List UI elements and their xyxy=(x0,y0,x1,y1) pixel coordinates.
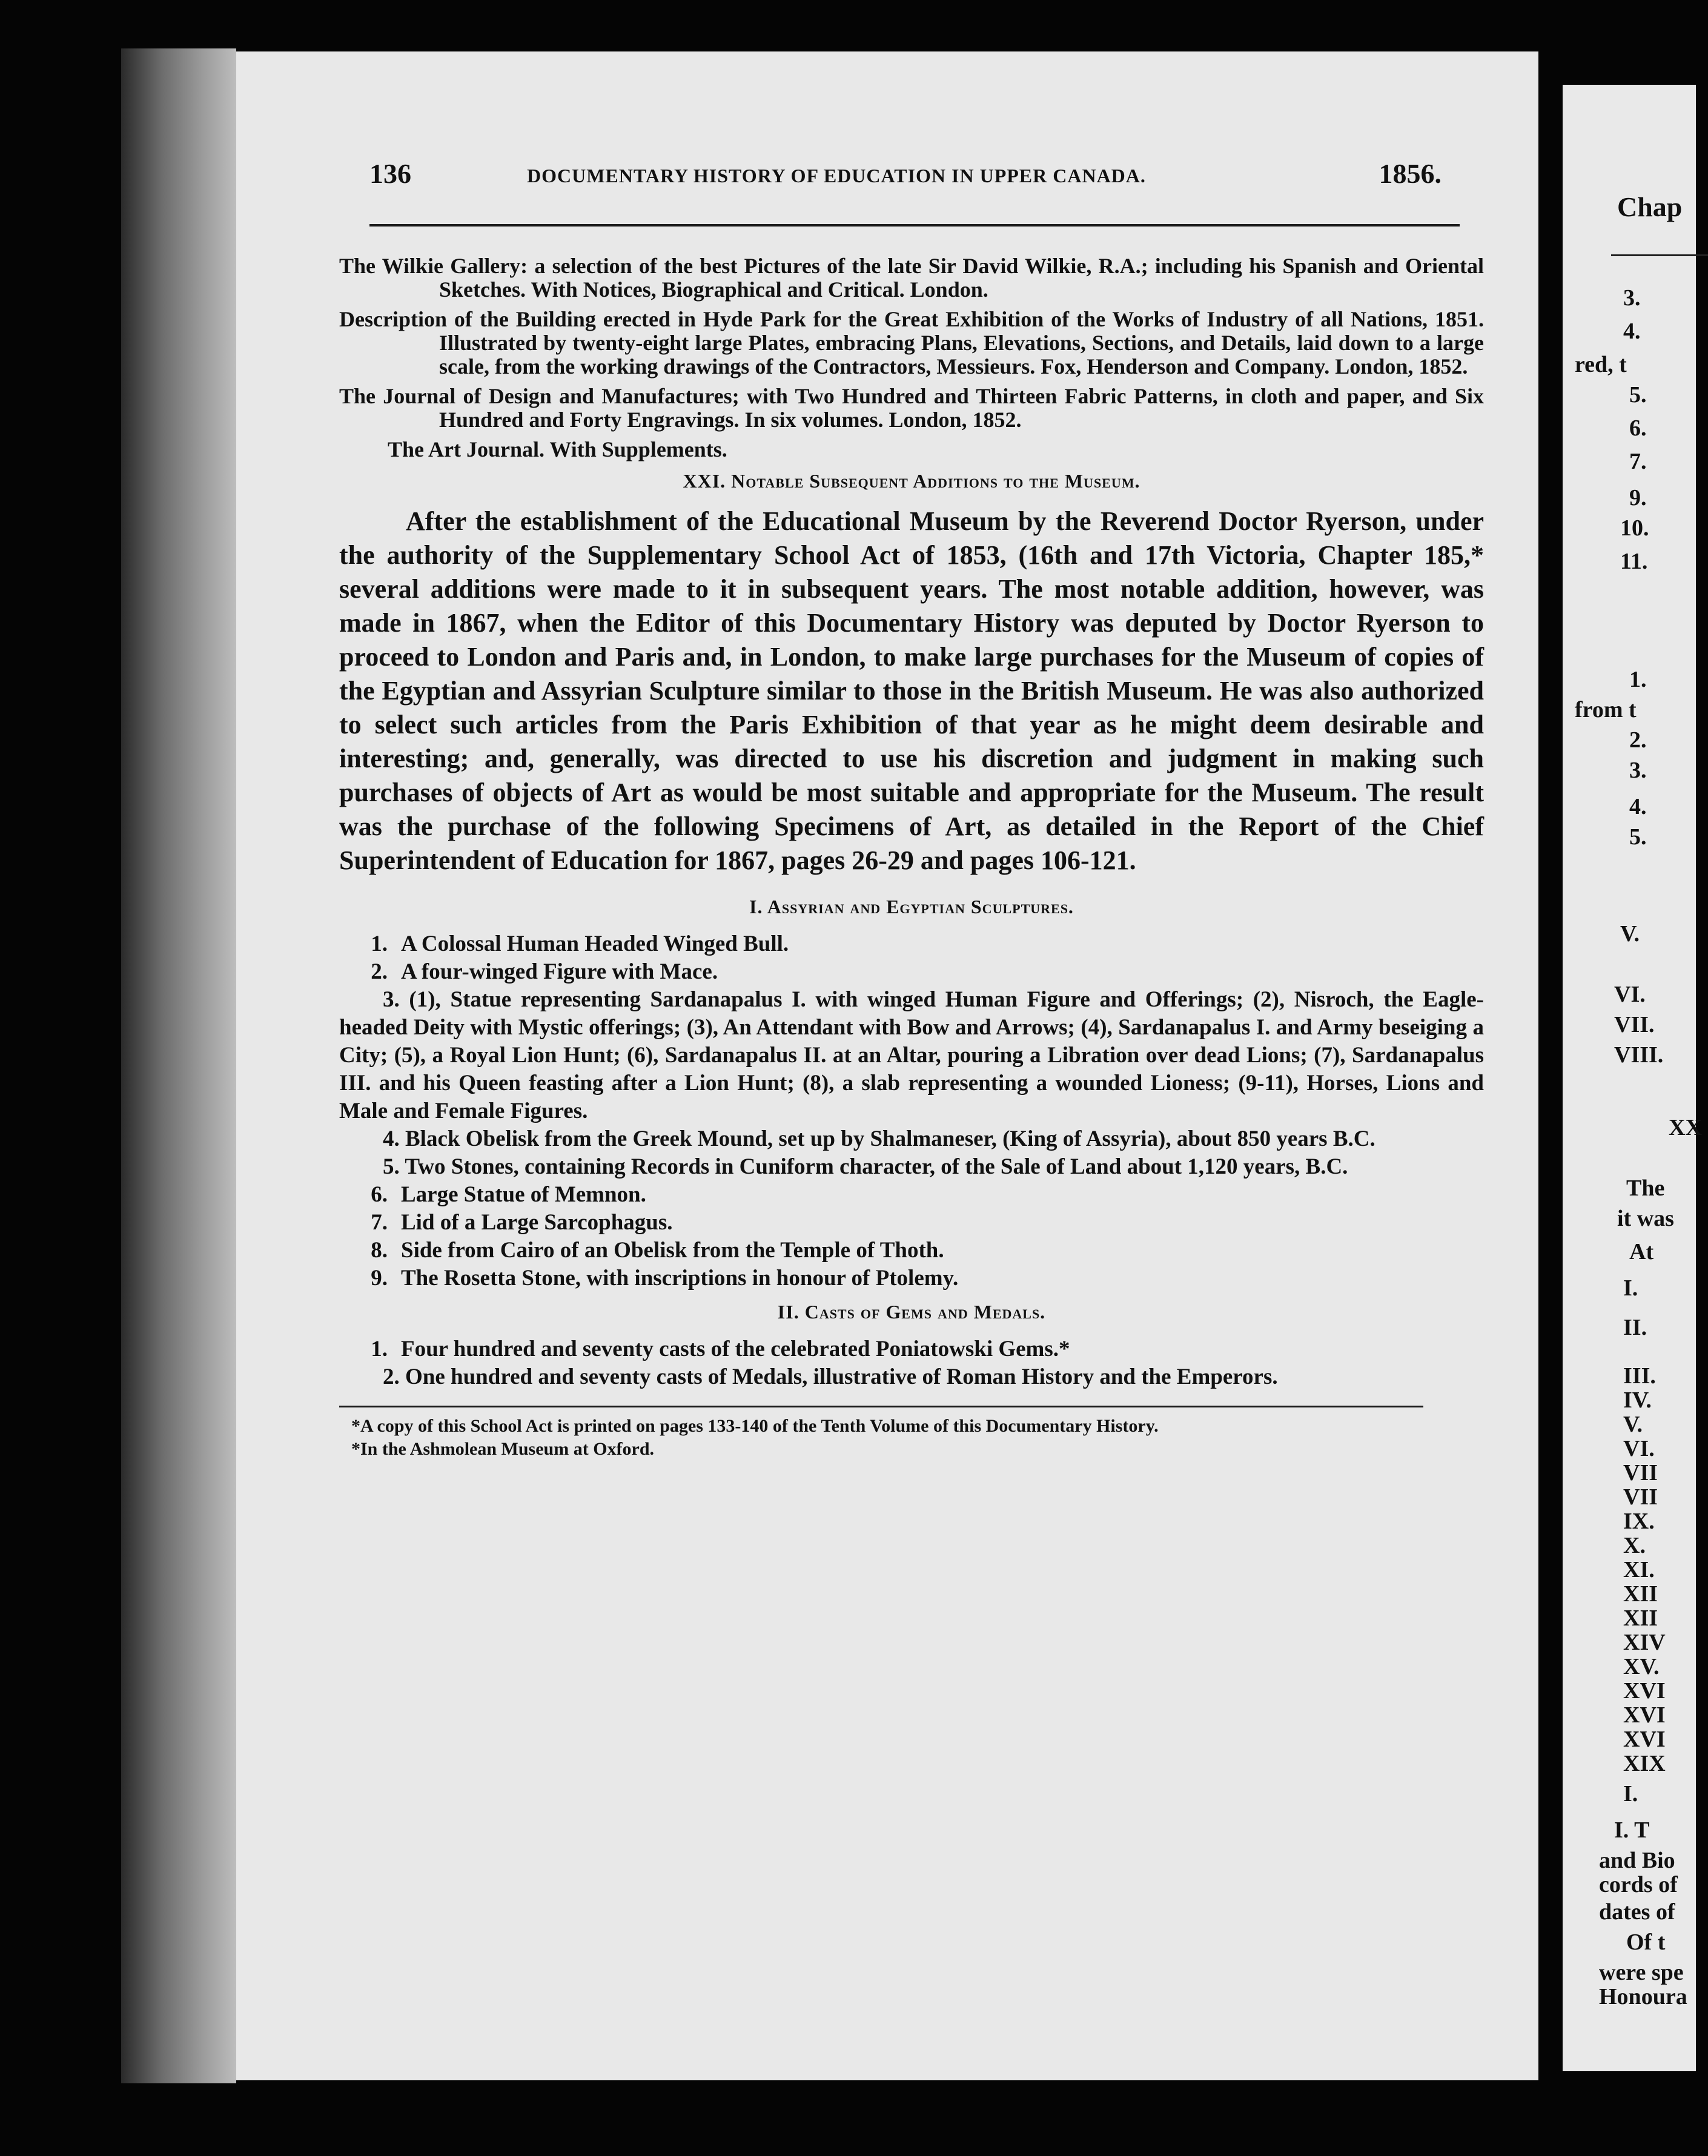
right-page-fragment: Of t xyxy=(1626,1929,1666,1955)
right-page-fragment: XX xyxy=(1669,1115,1702,1140)
right-page-fragment: XIX xyxy=(1623,1751,1666,1776)
list-item: 6. Large Statue of Memnon. xyxy=(371,1182,646,1207)
right-page-header-rule xyxy=(1611,254,1708,256)
running-title: DOCUMENTARY HISTORY OF EDUCATION IN UPPER CANADA. xyxy=(527,165,1146,187)
footnote: *In the Ashmolean Museum at Oxford. xyxy=(351,1439,655,1459)
list-item: 2. One hundred and seventy casts of Medals, illustrative of Roman History and the Emperors. xyxy=(383,1364,1278,1389)
section-heading-xxi: XXI. Notable Subsequent Additions to the Museum. xyxy=(683,470,1140,492)
right-page-fragment: 5. xyxy=(1629,824,1647,850)
bib-entry: Description of the Building erected in Hyde Park for the Great Exhibition of the Works of Industry of all Nations, 1851. Illustrated by twenty-eight large Plates, embracing Plans, Elevations, Sections, and Details, laid down to a large scale, from the working drawings of the Contractors, Messieurs. Fox, Henderson and Company. London, 1852. xyxy=(339,307,1484,379)
section-heading-i: I. Assyrian and Egyptian Sculptures. xyxy=(749,896,1074,918)
bib-entry: The Art Journal. With Supplements. xyxy=(388,437,727,461)
right-page-fragment: XVI xyxy=(1623,1702,1666,1728)
list-item: 7. Lid of a Large Sarcophagus. xyxy=(371,1210,673,1235)
right-page-fragment: 7. xyxy=(1629,449,1647,474)
right-page-fragment: from t xyxy=(1575,697,1637,723)
right-page-fragment: 5. xyxy=(1629,382,1647,408)
right-page-fragment: 1. xyxy=(1629,667,1647,692)
right-page-fragment: VII xyxy=(1623,1460,1658,1486)
right-page-fragment: cords of xyxy=(1599,1872,1678,1897)
header-year: 1856. xyxy=(1379,158,1442,189)
right-page-fragment: VII xyxy=(1623,1484,1658,1510)
right-page-fragment: III. xyxy=(1623,1363,1656,1389)
list-item: 3. (1), Statue representing Sardanapalus I. with winged Human Figure and Offerings; (2), Nisroch, the Eagle-headed Deity with Mystic offerings; (3), An Attendant with Bow and Arrows; (4), Sardanapalus I. and Army beseiging a City; (5), a Royal Lion Hunt; (6), Sardanapalus II. at an Altar, pouring a Libration over dead Lions; (7), Sardanapalus III. and his Queen feasting after a Lion Hunt; (8), a slab representing a wounded Lioness; (9-11), Horses, Lions and Male and Female Figures. xyxy=(339,987,1484,1123)
right-page-fragment: 4. xyxy=(1629,794,1647,819)
right-page-fragment: it was xyxy=(1617,1206,1674,1231)
right-page-fragment: XVI xyxy=(1623,1727,1666,1752)
list-item: 5. Two Stones, containing Records in Cuniform character, of the Sale of Land about 1,120 years, B.C. xyxy=(383,1154,1348,1179)
right-page-fragment: I. T xyxy=(1614,1817,1650,1843)
book-spine-shadow xyxy=(121,48,236,2083)
right-page-fragment: XI. xyxy=(1623,1557,1655,1582)
right-page-fragment: 3. xyxy=(1629,758,1647,783)
right-page-fragment: I. xyxy=(1623,1781,1638,1807)
right-page-fragment: were spe xyxy=(1599,1960,1684,1985)
right-page-fragment: V. xyxy=(1623,1412,1643,1437)
right-page-fragment: 6. xyxy=(1629,415,1647,441)
right-page-fragment: 9. xyxy=(1629,485,1647,511)
bib-entry: The Journal of Design and Manufactures; with Two Hundred and Thirteen Fabric Patterns, in cloth and paper, and Six Hundred and Forty Engravings. In six volumes. London, 1852. xyxy=(339,384,1484,432)
list-item: 8. Side from Cairo of an Obelisk from the Temple of Thoth. xyxy=(371,1238,944,1263)
page-content xyxy=(339,254,1484,1462)
footnote: *A copy of this School Act is printed on pages 133-140 of the Tenth Volume of this Documentary History. xyxy=(351,1416,1159,1436)
right-page-fragment: 2. xyxy=(1629,727,1647,753)
list-item: 1. Four hundred and seventy casts of the celebrated Poniatowski Gems.* xyxy=(371,1337,1070,1361)
right-page-fragment: 11. xyxy=(1620,549,1648,574)
body-paragraph: After the establishment of the Educational Museum by the Reverend Doctor Ryerson, under the authority of the Supplementary School Act of 1853, (16th and 17th Victoria, Chapter 185,* several additions were made to it in subsequent years. The most notable addition, however, was made in 1867, when the Editor of this Documentary History was deputed by Doctor Ryerson to proceed to London and Paris and, in London, to make large purchases for the Museum of copies of the Egyptian and Assyrian Sculpture similar to those in the British Museum. He was also authorized to select such articles from the Paris Exhibition of that year as he might deem desirable and interesting; and, generally, was directed to use his discretion and judgment in making such purchases of objects of Art as would be most suitable and appropriate for the Museum. The result was the purchase of the following Specimens of Art, as detailed in the Report of the Chief Superintendent of Education for 1867, pages 26-29 and pages 106-121. xyxy=(339,506,1484,875)
right-page-fragment: XVI xyxy=(1623,1678,1666,1704)
right-page-edge xyxy=(1563,85,1702,2071)
right-page-fragment: IV. xyxy=(1623,1387,1652,1413)
right-page-fragment: VI. xyxy=(1614,982,1646,1007)
right-page-fragment: VI. xyxy=(1623,1436,1655,1461)
right-page-fragment: II. xyxy=(1623,1315,1647,1340)
right-page-fragment: XII xyxy=(1623,1605,1658,1631)
list-item: 1. A Colossal Human Headed Winged Bull. xyxy=(371,931,789,956)
right-page-fragment: At xyxy=(1629,1239,1654,1265)
list-item: 4. Black Obelisk from the Greek Mound, set up by Shalmaneser, (King of Assyria), about 850 years B.C. xyxy=(383,1126,1375,1151)
right-page-fragment: The xyxy=(1626,1176,1665,1201)
right-page-fragment: red, t xyxy=(1575,352,1627,377)
right-page-fragment: 3. xyxy=(1623,285,1641,311)
casts-list xyxy=(339,1335,1484,1391)
running-header xyxy=(369,157,1442,200)
footnote-rule xyxy=(339,1406,1423,1407)
right-page-fragment: and Bio xyxy=(1599,1848,1675,1873)
right-page-fragment: Honoura xyxy=(1599,1984,1687,2009)
left-page xyxy=(236,51,1538,2080)
right-page-fragment: XIV xyxy=(1623,1630,1666,1655)
right-page-fragment: XII xyxy=(1623,1581,1658,1607)
right-page-fragment: 4. xyxy=(1623,319,1641,344)
list-item: 2. A four-winged Figure with Mace. xyxy=(371,959,718,984)
bib-entry: The Wilkie Gallery: a selection of the best Pictures of the late Sir David Wilkie, R.A.; including his Spanish and Oriental Sketches. With Notices, Biographical and Critical. London. xyxy=(339,254,1484,302)
right-page-fragment: 10. xyxy=(1620,515,1649,541)
right-page-fragment: V. xyxy=(1620,921,1640,947)
sculpture-list xyxy=(339,930,1484,1292)
right-page-fragment: IX. xyxy=(1623,1509,1655,1534)
right-page-fragment: VIII. xyxy=(1614,1042,1664,1068)
page-number: 136 xyxy=(369,158,411,189)
right-page-fragment: I. xyxy=(1623,1275,1638,1301)
right-page-fragment: X. xyxy=(1623,1533,1646,1558)
section-heading-ii: II. Casts of Gems and Medals. xyxy=(777,1301,1046,1323)
right-page-fragment: XV. xyxy=(1623,1654,1660,1679)
right-page-fragment: dates of xyxy=(1599,1899,1675,1925)
right-page-fragment: VII. xyxy=(1614,1012,1655,1037)
right-page-fragment: Chap xyxy=(1617,191,1683,222)
list-item: 9. The Rosetta Stone, with inscriptions in honour of Ptolemy. xyxy=(371,1266,959,1291)
header-rule xyxy=(369,224,1460,227)
